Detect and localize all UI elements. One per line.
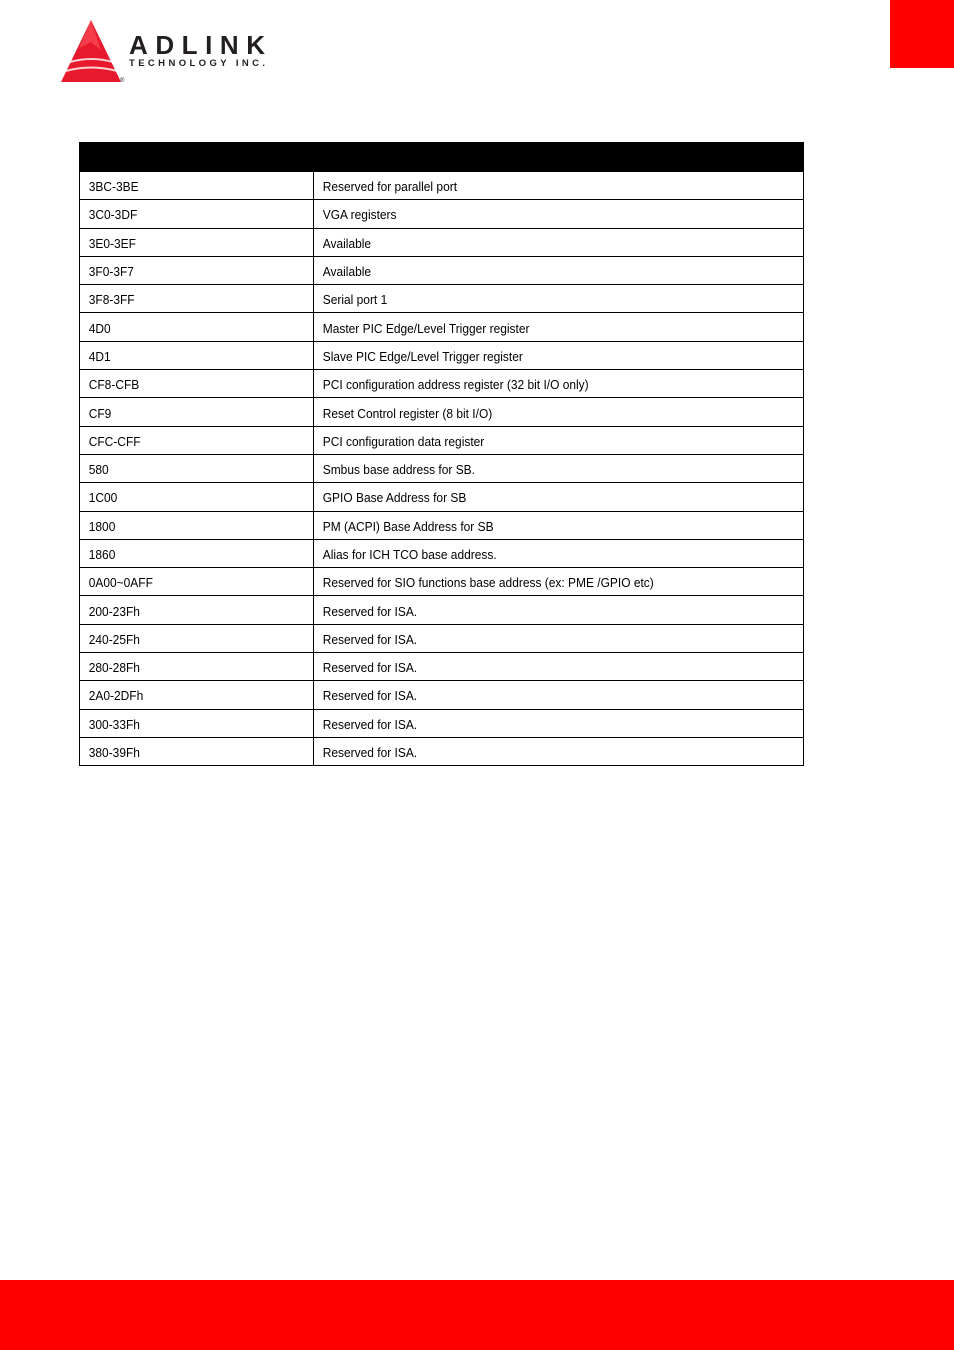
address-range-text: 580 bbox=[88, 462, 109, 478]
address-range-cell bbox=[80, 398, 295, 426]
description-text: Slave PIC Edge/Level Trigger register bbox=[322, 348, 523, 364]
logo-tagline: TECHNOLOGY INC. bbox=[129, 58, 265, 69]
address-range-text: CF8-CFB bbox=[88, 377, 139, 393]
address-range-text: 4D1 bbox=[88, 348, 111, 364]
description-text: Reserved for ISA. bbox=[322, 603, 417, 619]
table-row bbox=[80, 568, 804, 596]
description-text: GPIO Base Address for SB bbox=[322, 490, 466, 506]
description-cell bbox=[314, 398, 765, 426]
table-row bbox=[80, 483, 804, 511]
address-range-cell bbox=[80, 681, 295, 709]
table-row bbox=[80, 709, 804, 737]
table-row bbox=[80, 200, 804, 228]
description-text: Reserved for ISA. bbox=[322, 631, 417, 647]
address-range-text: CFC-CFF bbox=[88, 433, 141, 449]
description-cell bbox=[314, 511, 765, 539]
description-cell bbox=[314, 653, 765, 681]
table-row bbox=[80, 398, 804, 426]
table-row bbox=[80, 313, 804, 341]
address-range-text: 0A00~0AFF bbox=[88, 575, 153, 591]
description-cell bbox=[314, 370, 765, 398]
address-range-cell bbox=[80, 172, 295, 200]
address-range-cell bbox=[80, 596, 295, 624]
table-row bbox=[80, 653, 804, 681]
description-text: Reserved for ISA. bbox=[322, 660, 417, 676]
address-range-cell bbox=[80, 568, 295, 596]
description-cell bbox=[314, 228, 765, 256]
description-text: Serial port 1 bbox=[322, 292, 387, 308]
table-row bbox=[80, 596, 804, 624]
description-text: Reset Control register (8 bit I/O) bbox=[322, 405, 492, 421]
table-row bbox=[80, 285, 804, 313]
description-cell bbox=[314, 709, 765, 737]
description-cell bbox=[314, 681, 765, 709]
address-range-cell bbox=[80, 341, 295, 369]
header-cell-address bbox=[80, 143, 314, 172]
description-cell bbox=[314, 256, 765, 284]
description-text: PCI configuration data register bbox=[322, 433, 484, 449]
io-address-table bbox=[79, 142, 804, 766]
table-body bbox=[80, 172, 804, 766]
description-cell bbox=[314, 737, 765, 765]
address-range-text: 3F8-3FF bbox=[88, 292, 135, 308]
address-range-cell bbox=[80, 313, 295, 341]
header-cell-description bbox=[314, 143, 804, 172]
description-text: PM (ACPI) Base Address for SB bbox=[322, 518, 494, 534]
description-text: Reserved for ISA. bbox=[322, 688, 417, 704]
address-range-text: 1860 bbox=[88, 547, 115, 562]
address-range-text: 1C00 bbox=[88, 490, 117, 506]
table-row bbox=[80, 172, 804, 200]
table-row bbox=[80, 681, 804, 709]
description-cell bbox=[314, 454, 765, 482]
description-cell bbox=[314, 285, 765, 313]
address-range-text: 240-25Fh bbox=[88, 631, 140, 647]
description-text: Reserved for ISA. bbox=[322, 745, 417, 761]
table-row bbox=[80, 454, 804, 482]
address-range-text: 280-28Fh bbox=[88, 660, 140, 676]
table-row bbox=[80, 426, 804, 454]
corner-tab bbox=[890, 0, 954, 68]
address-range-cell bbox=[80, 256, 295, 284]
description-text: Master PIC Edge/Level Trigger register bbox=[322, 320, 529, 336]
registered-mark-icon: ® bbox=[120, 78, 125, 84]
address-range-cell bbox=[80, 370, 295, 398]
description-text: Reserved for SIO functions base address (ex: PME /GPIO etc) bbox=[322, 575, 654, 591]
address-range-cell bbox=[80, 709, 295, 737]
adlink-logo-icon bbox=[57, 18, 272, 86]
description-text: VGA registers bbox=[322, 207, 397, 223]
address-range-cell bbox=[80, 539, 295, 567]
company-logo bbox=[57, 18, 272, 86]
table-header-row bbox=[80, 143, 804, 172]
description-cell bbox=[314, 483, 765, 511]
description-cell bbox=[314, 341, 765, 369]
address-range-cell bbox=[80, 483, 295, 511]
description-cell bbox=[314, 539, 765, 567]
table-row bbox=[80, 256, 804, 284]
description-cell bbox=[314, 200, 765, 228]
address-range-text: 200-23Fh bbox=[88, 603, 140, 619]
description-cell bbox=[314, 596, 765, 624]
table-row bbox=[80, 370, 804, 398]
address-range-cell bbox=[80, 200, 295, 228]
address-range-text: 2A0-2DFh bbox=[88, 688, 143, 704]
address-range-cell bbox=[80, 454, 295, 482]
address-range-cell bbox=[80, 285, 295, 313]
address-range-cell bbox=[80, 228, 295, 256]
description-cell bbox=[314, 313, 765, 341]
description-cell bbox=[314, 172, 765, 200]
description-cell bbox=[314, 568, 765, 596]
description-text: Alias for ICH TCO base address. bbox=[322, 547, 497, 562]
address-range-cell bbox=[80, 511, 295, 539]
description-text: Available bbox=[322, 235, 371, 251]
description-text: Smbus base address for SB. bbox=[322, 462, 475, 478]
address-range-text: 4D0 bbox=[88, 320, 111, 336]
logo-wordmark: ADLINK bbox=[129, 30, 265, 60]
address-range-text: CF9 bbox=[88, 405, 111, 421]
description-text: Reserved for parallel port bbox=[322, 179, 457, 195]
description-text: Available bbox=[322, 264, 371, 280]
description-text: PCI configuration address register (32 bit I/O only) bbox=[322, 377, 589, 393]
table-row bbox=[80, 341, 804, 369]
address-range-text: 380-39Fh bbox=[88, 745, 140, 761]
table-row bbox=[80, 228, 804, 256]
address-range-cell bbox=[80, 624, 295, 652]
description-cell bbox=[314, 624, 765, 652]
table-row bbox=[80, 737, 804, 765]
address-range-text: 3BC-3BE bbox=[88, 179, 139, 195]
address-range-text: 3F0-3F7 bbox=[88, 264, 134, 280]
address-range-text: 3C0-3DF bbox=[88, 207, 137, 223]
address-range-cell bbox=[80, 426, 295, 454]
address-range-cell bbox=[80, 653, 295, 681]
table-row bbox=[80, 539, 804, 567]
footer-band bbox=[0, 1280, 954, 1350]
address-range-text: 1800 bbox=[88, 518, 115, 534]
description-cell bbox=[314, 426, 765, 454]
table-row bbox=[80, 624, 804, 652]
table-row bbox=[80, 511, 804, 539]
address-range-text: 3E0-3EF bbox=[88, 235, 136, 251]
address-range-text: 300-33Fh bbox=[88, 716, 140, 732]
address-range-cell bbox=[80, 737, 295, 765]
description-text: Reserved for ISA. bbox=[322, 716, 417, 732]
